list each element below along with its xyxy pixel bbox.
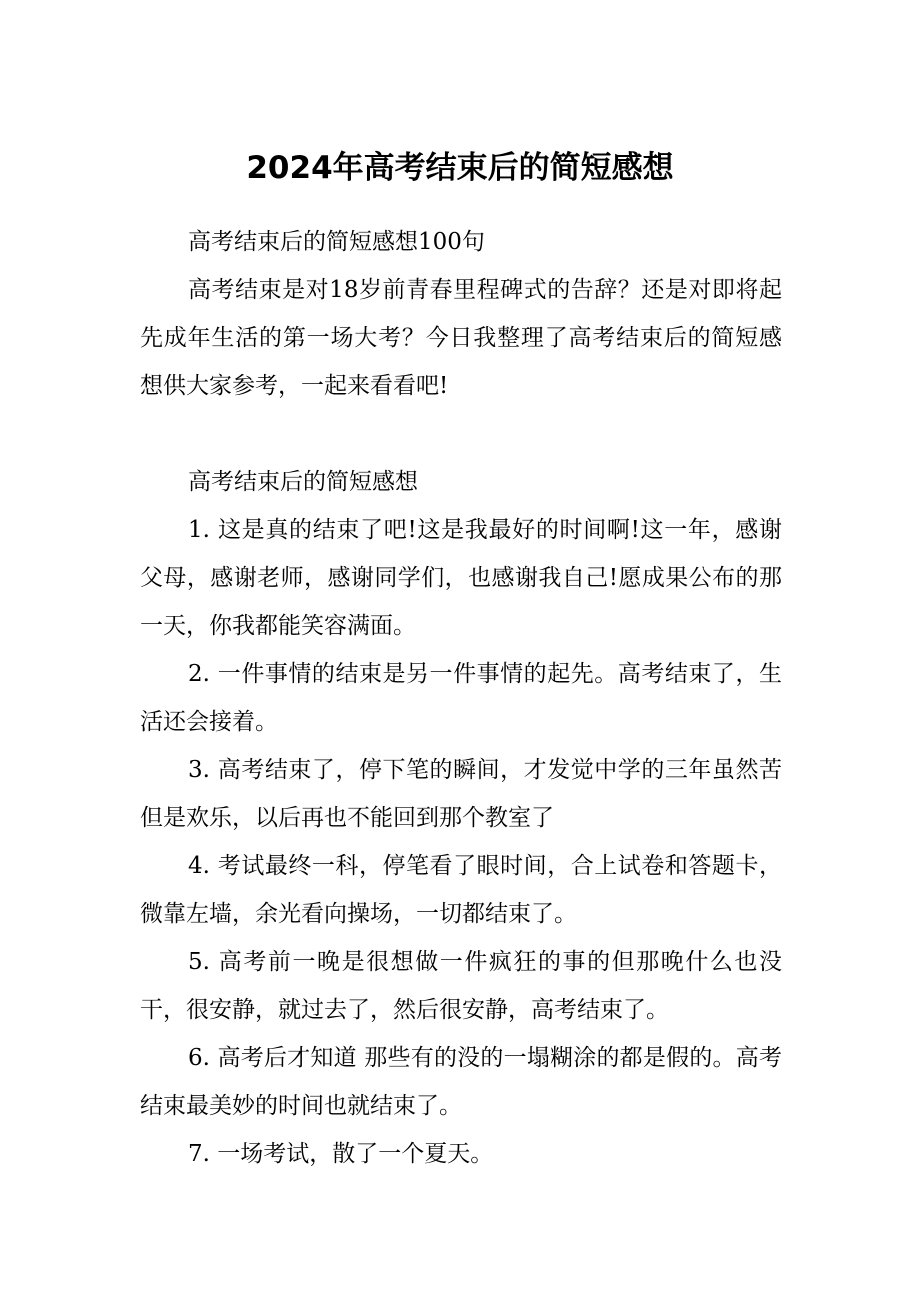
list-item: 1. 这是真的结束了吧!这是我最好的时间啊!这一年，感谢父母，感谢老师，感谢同学们，也感谢我自己!愿成果公布的那一天，你我都能笑容满面。 — [140, 517, 782, 639]
intro-paragraph: 高考结束是对18岁前青春里程碑式的告辞？还是对即将起先成年生活的第一场大考？今日我整理了高考结束后的简短感想供大家参考，一起来看看吧! — [140, 277, 782, 399]
list-item: 6. 高考后才知道 那些有的没的一塌糊涂的都是假的。高考结束最美妙的时间也就结束了。 — [140, 1045, 782, 1119]
section-heading: 高考结束后的简短感想 — [188, 469, 418, 495]
blank-line — [140, 410, 782, 458]
list-item: 5. 高考前一晚是很想做一件疯狂的事的但那晚什么也没干，很安静，就过去了，然后很安静，高考结束了。 — [140, 949, 782, 1023]
document-title: 2024年高考结束后的简短感想 — [246, 150, 674, 186]
list-item: 3. 高考结束了，停下笔的瞬间，才发觉中学的三年虽然苦但是欢乐，以后再也不能回到那个教室了 — [140, 757, 782, 831]
list-item: 7. 一场考试，散了一个夏天。 — [188, 1141, 494, 1167]
list-item: 2. 一件事情的结束是另一件事情的起先。高考结束了，生活还会接着。 — [140, 661, 782, 735]
subtitle: 高考结束后的简短感想100句 — [188, 229, 485, 255]
document-body — [140, 218, 782, 1178]
list-item: 4. 考试最终一科，停笔看了眼时间，合上试卷和答题卡，微靠左墙，余光看向操场，一切都结束了。 — [140, 853, 782, 927]
